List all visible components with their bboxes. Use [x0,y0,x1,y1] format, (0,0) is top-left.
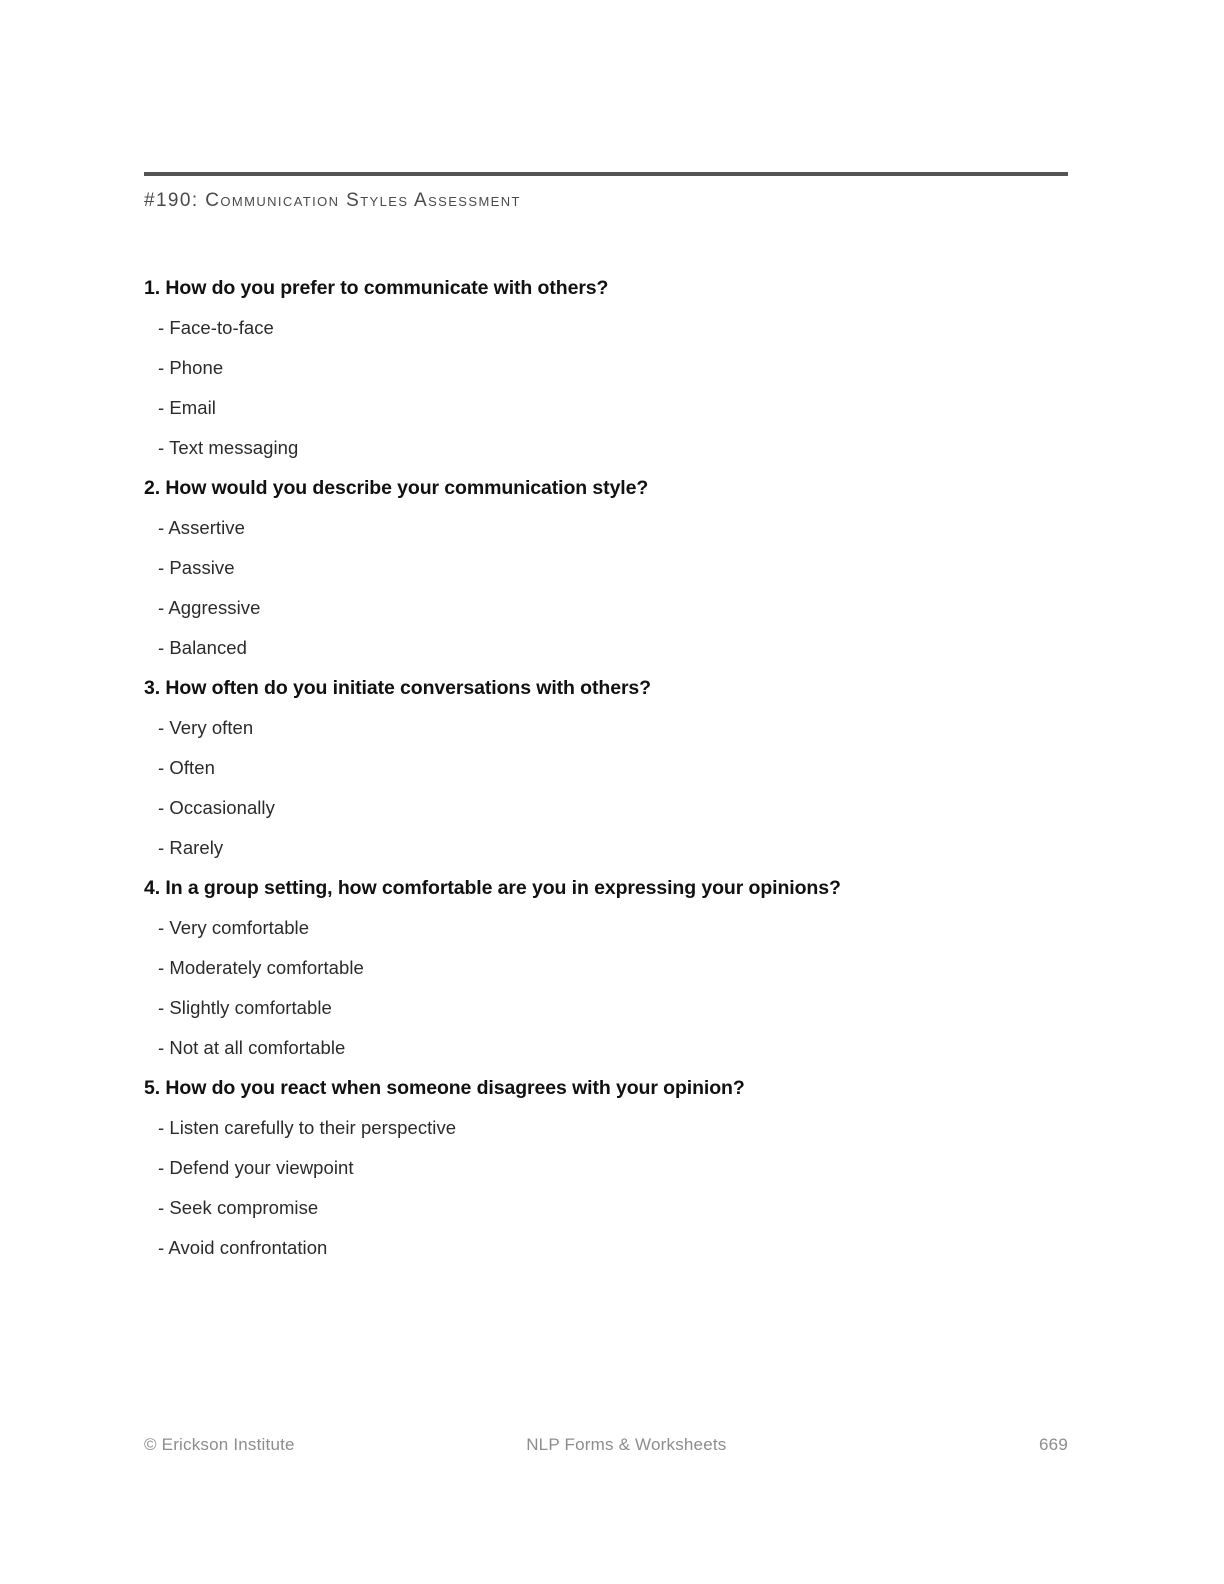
option-label: Assertive [168,517,245,538]
option-dash-marker: - [158,1197,165,1218]
question-number: 4. [144,877,161,899]
option-dash-marker: - [158,637,165,658]
option-dash-marker: - [158,917,165,938]
option-item[interactable] [144,1108,1068,1148]
option-dash-marker: - [158,997,165,1018]
option-label: Aggressive [168,597,261,618]
question-number: 5. [144,1077,161,1099]
option-label: Often [169,757,215,778]
option-label: Very comfortable [169,917,310,938]
option-list [144,708,1068,868]
option-item[interactable] [144,948,1068,988]
option-label: Defend your viewpoint [169,1157,354,1178]
option-label: Not at all comfortable [169,1037,346,1058]
option-dash-marker: - [158,517,165,538]
option-dash-marker: - [158,757,165,778]
footer-series-title: NLP Forms & Worksheets [526,1435,727,1454]
question-text [144,268,1068,308]
question-block [144,1068,1068,1268]
option-dash-marker: - [158,797,165,818]
question-text [144,868,1068,908]
option-dash-marker: - [158,1157,165,1178]
option-label: Avoid confrontation [168,1237,328,1258]
option-item[interactable] [144,388,1068,428]
question-block [144,268,1068,468]
option-label: Seek compromise [169,1197,319,1218]
option-label: Text messaging [169,437,299,458]
option-dash-marker: - [158,957,165,978]
option-label: Moderately comfortable [169,957,364,978]
option-label: Face-to-face [169,317,274,338]
option-dash-marker: - [158,717,165,738]
option-label: Slightly comfortable [169,997,332,1018]
option-item[interactable] [144,748,1068,788]
option-label: Passive [169,557,235,578]
option-item[interactable] [144,788,1068,828]
question-label: How often do you initiate conversations with others? [165,677,651,699]
option-label: Listen carefully to their perspective [169,1117,457,1138]
option-list [144,1108,1068,1268]
option-item[interactable] [144,908,1068,948]
option-item[interactable] [144,508,1068,548]
option-label: Balanced [169,637,247,658]
option-item[interactable] [144,1188,1068,1228]
question-text [144,668,1068,708]
option-dash-marker: - [158,1117,165,1138]
question-label: How would you describe your communication style? [165,477,649,499]
option-list [144,508,1068,668]
option-item[interactable] [144,548,1068,588]
page-header [144,172,1068,213]
option-dash-marker: - [158,397,165,418]
option-item[interactable] [144,708,1068,748]
footer-page-number: 669 [1039,1435,1068,1454]
question-block [144,668,1068,868]
option-item[interactable] [144,1148,1068,1188]
option-dash-marker: - [158,317,165,338]
option-dash-marker: - [158,437,165,458]
option-item[interactable] [144,428,1068,468]
option-list [144,308,1068,468]
question-label: How do you prefer to communicate with others? [165,277,609,299]
footer-copyright: © Erickson Institute [144,1435,295,1454]
option-item[interactable] [144,628,1068,668]
header-divider-rule [144,172,1068,176]
worksheet-questions [144,268,1068,1268]
option-dash-marker: - [158,1037,165,1058]
option-dash-marker: - [158,597,165,618]
question-number: 1. [144,277,161,299]
option-item[interactable] [144,348,1068,388]
option-label: Email [169,397,216,418]
option-label: Very often [169,717,254,738]
question-text [144,468,1068,508]
question-label: How do you react when someone disagrees with your opinion? [165,1077,745,1099]
option-label: Phone [169,357,224,378]
question-label: In a group setting, how comfortable are you in expressing your opinions? [165,877,841,899]
option-dash-marker: - [158,557,165,578]
question-block [144,868,1068,1068]
question-text [144,1068,1068,1108]
option-dash-marker: - [158,357,165,378]
option-label: Rarely [169,837,224,858]
option-item[interactable] [144,828,1068,868]
option-label: Occasionally [169,797,275,818]
question-number: 3. [144,677,161,699]
page-footer [144,1434,1068,1456]
page-title: #190: Communication Styles Assessment [144,190,521,211]
option-dash-marker: - [158,837,165,858]
option-item[interactable] [144,1228,1068,1268]
option-list [144,908,1068,1068]
option-item[interactable] [144,1028,1068,1068]
option-item[interactable] [144,308,1068,348]
question-number: 2. [144,477,161,499]
question-block [144,468,1068,668]
option-dash-marker: - [158,1237,165,1258]
option-item[interactable] [144,588,1068,628]
option-item[interactable] [144,988,1068,1028]
